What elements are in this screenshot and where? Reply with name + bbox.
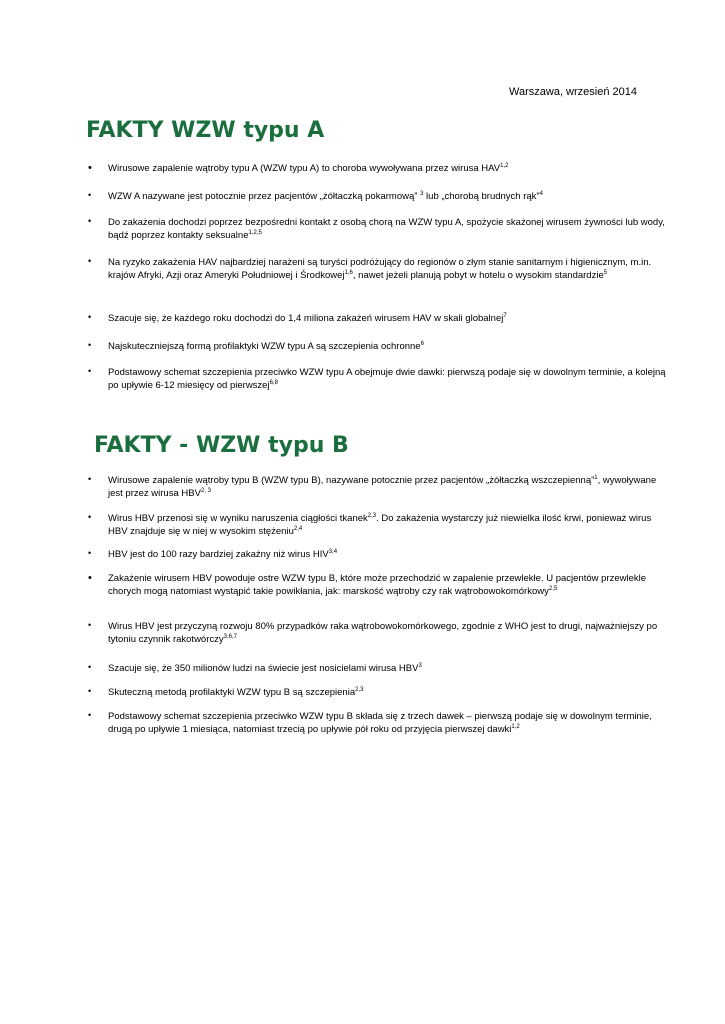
list-item bbox=[86, 216, 668, 242]
list-item bbox=[86, 190, 668, 203]
item-footnote: 2,3 bbox=[355, 686, 364, 693]
item-footnote: 3,4 bbox=[328, 548, 338, 555]
item-text: HBV jest do 100 razy bardziej zakaźny niż wirus HIV bbox=[108, 549, 329, 560]
bullet-icon: • bbox=[88, 340, 92, 350]
bullet-icon: • bbox=[88, 686, 92, 696]
list-item bbox=[86, 686, 668, 699]
item-text: Szacuje się, że 350 milionów ludzi na świecie jest nosicielami wirusa HBV bbox=[108, 663, 419, 674]
item-footnote: 2,5 bbox=[548, 585, 558, 592]
item-footnote: 3 bbox=[420, 190, 424, 197]
bullet-icon: • bbox=[88, 190, 92, 200]
section-a-title: FAKTY WZW typu A bbox=[86, 118, 325, 143]
bullet-icon: • bbox=[88, 710, 92, 720]
item-footnote: 3,6,7 bbox=[223, 633, 237, 640]
list-item bbox=[86, 312, 668, 325]
item-text: Podstawowy schemat szczepienia przeciwko WZW typu A obejmuje dwie dawki: pierwszą podaje się w dowolnym terminie, a kolejną po upływie 6-12 miesięcy od pierwszej bbox=[108, 367, 666, 391]
list-item bbox=[86, 572, 668, 598]
item-text: Wirus HBV jest przyczyną rozwoju 80% przypadków raka wątrobowokomórkowego, zgodnie z WHO jest to drugi, najważniejszy po tytoniu czynnik rakotwórczy bbox=[108, 621, 658, 645]
item-text: Zakażenie wirusem HBV powoduje ostre WZW typu B, które może przechodzić w zapalenie przewlekłe. U pacjentów przewlekle chorych mogą natomiast wystąpić takie powikłania, jak: marskość wątroby czy rak wątrobowokomórkowy bbox=[108, 573, 647, 597]
item-footnote: 6,8 bbox=[269, 379, 278, 386]
item-text: , nawet jeżeli planują pobyt w hotelu o wysokim standardzie bbox=[352, 270, 604, 281]
list-item bbox=[86, 620, 668, 646]
item-footnote: 6 bbox=[420, 340, 424, 347]
item-footnote: 1 bbox=[594, 474, 598, 481]
list-item bbox=[86, 548, 668, 561]
bullet-icon: • bbox=[88, 620, 92, 630]
bullet-icon: • bbox=[88, 162, 92, 174]
item-text: Najskuteczniejszą formą profilaktyki WZW typu A są szczepienia ochronne bbox=[108, 341, 421, 352]
item-text: Na ryzyko zakażenia HAV najbardziej narażeni są turyści podróżujący do regionów o złym stanie sanitarnym i higienicznym, m.in. krajów Afryki, Azji oraz Ameryki Południowej i Środkowej bbox=[108, 257, 652, 281]
item-text: WZW A nazywane jest potocznie przez pacjentów „żółtaczką pokarmową” bbox=[108, 191, 421, 202]
item-footnote: 1,2 bbox=[500, 162, 509, 169]
list-item bbox=[86, 474, 668, 500]
item-text: lub „chorobą brudnych rąk” bbox=[423, 191, 540, 202]
list-item bbox=[86, 256, 668, 282]
list-item bbox=[86, 710, 668, 736]
bullet-icon: • bbox=[88, 662, 92, 672]
item-text: Szacuje się, że każdego roku dochodzi do 1,4 miliona zakażeń wirusem HAV w skali globalnej bbox=[108, 313, 504, 324]
bullet-icon: • bbox=[88, 474, 92, 484]
list-item bbox=[86, 662, 668, 675]
bullet-icon: • bbox=[88, 366, 92, 376]
date-line: Warszawa, wrzesień 2014 bbox=[509, 86, 637, 98]
item-text: Wirus HBV przenosi się w wyniku naruszenia ciągłości tkanek bbox=[108, 513, 368, 524]
item-footnote: 1,2,5 bbox=[248, 229, 262, 236]
item-text: Skuteczną metodą profilaktyki WZW typu B są szczepienia bbox=[108, 687, 356, 698]
bullet-icon: • bbox=[88, 548, 92, 558]
bullet-icon: • bbox=[88, 216, 92, 226]
bullet-icon: • bbox=[88, 312, 92, 322]
list-item bbox=[86, 162, 668, 175]
list-item bbox=[86, 512, 668, 538]
bullet-icon: • bbox=[88, 572, 92, 584]
item-footnote: 4 bbox=[539, 190, 543, 197]
item-text: Podstawowy schemat szczepienia przeciwko WZW typu B składa się z trzech dawek – pierwszą podaje się w dowolnym terminie, drugą po upływie 1 miesiąca, natomiast trzecią po upływie pół roku od przyjęcia pierwszej dawki bbox=[108, 711, 652, 735]
item-footnote: 2,4 bbox=[293, 525, 303, 532]
item-footnote: 3 bbox=[418, 662, 422, 669]
item-footnote: 5 bbox=[603, 269, 608, 276]
item-footnote: 2,3 bbox=[367, 512, 377, 519]
item-text: Do zakażenia dochodzi poprzez bezpośredni kontakt z osobą chorą na WZW typu A, spożycie skażonej wirusem żywności lub wody, bądź poprzez kontakty seksualne bbox=[108, 217, 665, 241]
bullet-icon: • bbox=[88, 256, 92, 266]
list-item bbox=[86, 340, 668, 353]
section-b-title: FAKTY - WZW typu B bbox=[94, 433, 349, 458]
item-footnote: 2, 3 bbox=[200, 487, 211, 494]
item-footnote: 1,6 bbox=[344, 269, 353, 276]
item-footnote: 7 bbox=[503, 312, 507, 319]
list-item bbox=[86, 366, 668, 392]
item-footnote: 1,2 bbox=[511, 723, 520, 730]
item-text: Wirusowe zapalenie wątroby typu B (WZW typu B), nazywane potocznie przez pacjentów „żółtaczką wszczepienną” bbox=[108, 475, 595, 486]
item-text: . Do zakażenia wystarczy już niewielka ilość krwi, ponieważ wirus HBV znajduje się w niej w wysokim stężeniu bbox=[108, 513, 652, 537]
bullet-icon: • bbox=[88, 512, 92, 522]
item-text: Wirusowe zapalenie wątroby typu A (WZW typu A) to choroba wywoływana przez wirusa HAV bbox=[108, 163, 501, 174]
item-text: , wywoływane jest przez wirusa HBV bbox=[108, 475, 657, 499]
